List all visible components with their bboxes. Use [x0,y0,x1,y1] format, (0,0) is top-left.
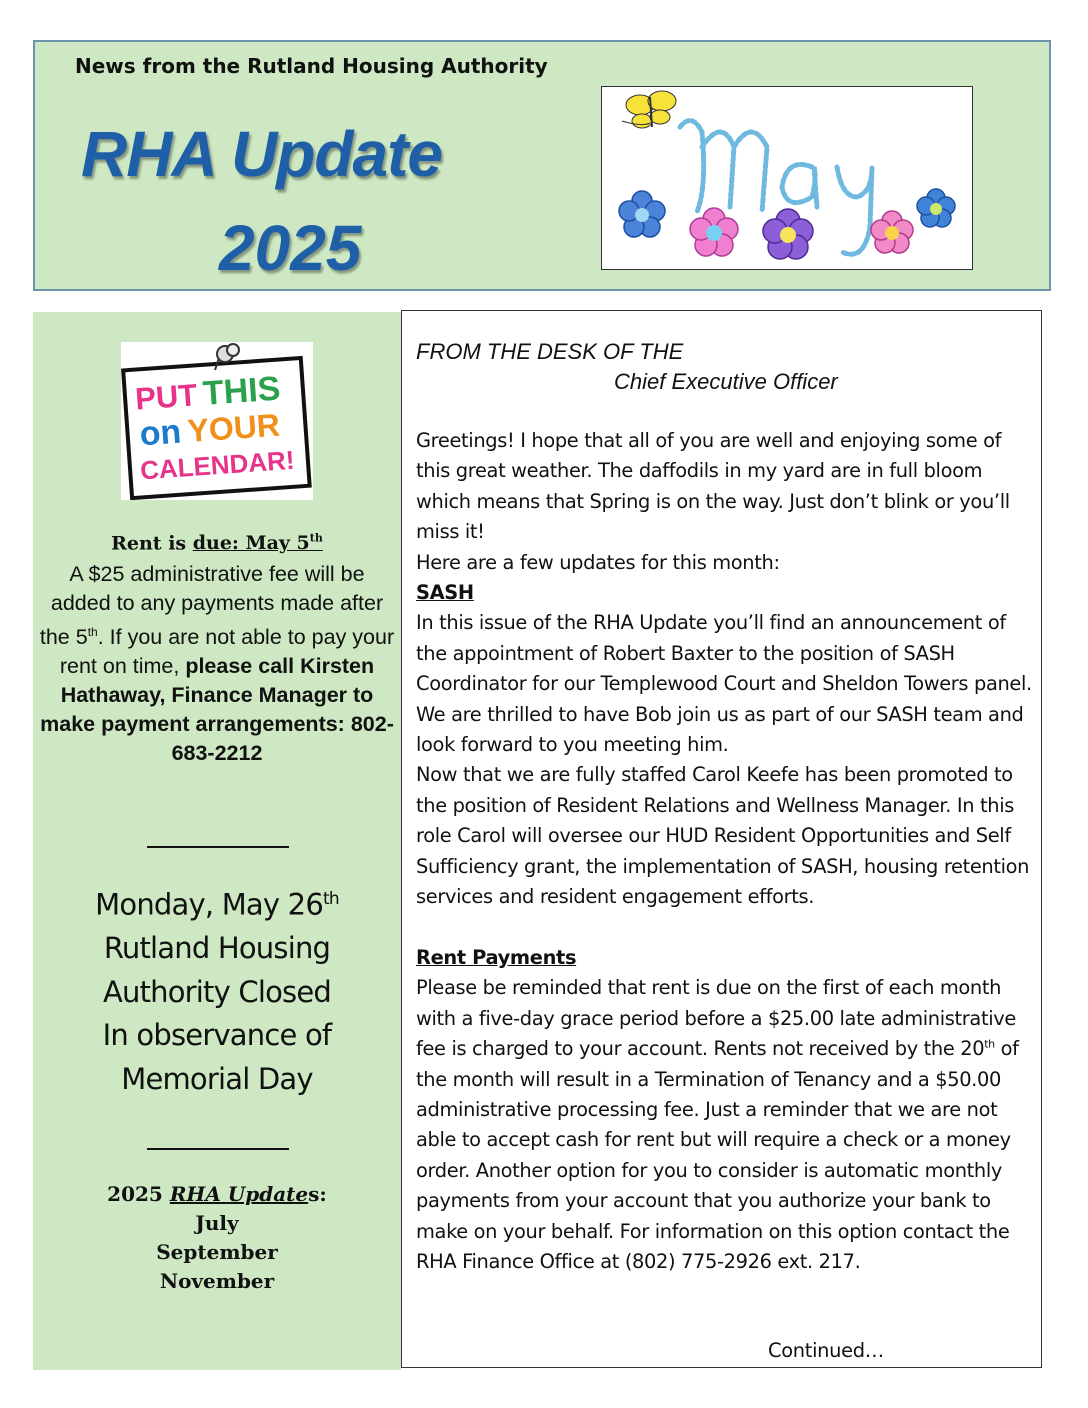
newsletter-title: RHA Update [81,118,442,190]
ceo-letter [401,310,1042,1368]
fee-sup: th [87,625,98,639]
update-schedule-title: RHA Update [169,1182,309,1206]
sign-this: THIS [201,369,282,413]
sash-paragraph: In this issue of the RHA Update you’ll find an announcement of the appointment of Robert Baxter to the position of SASH Coordinator for our Templewood Court and Sheldon Towers panel. We are thrilled to have Bob join us as part of our SASH team and look forward to you meeting him. [416,611,1032,757]
rent-due-date-text: due: May 5 [192,532,310,555]
closure-date [33,878,401,927]
rent-due-sup: th [309,532,323,545]
closure-notice [33,878,401,1101]
divider [147,846,289,848]
update-schedule-suffix: s: [308,1182,327,1206]
rent-due-notice [33,532,401,554]
letter-subheading: Chief Executive Officer [614,369,838,394]
rent-text-1: Please be reminded that rent is due on the first of each month with a five-day grace period before a $25.00 late administrative fee is charged to your account. Rents not received by the 20 [416,976,1016,1061]
closure-line-5: Memorial Day [121,1061,313,1096]
closure-line-4: In observance of [102,1018,332,1053]
update-schedule [33,1180,401,1296]
rent-text-2: of the month will result in a Termination of Tenancy and a $50.00 administrative processing fee. Just a reminder that we are not able to accept cash for rent but will require a check or a money order. Another option for you to consider is automatic monthly payments from your account that you authorize your bank to make on your behalf. For information on this option contact the RHA Finance Office at (802) 775-2926 ext. 217. [416,1037,1019,1273]
update-month: November [159,1269,275,1293]
closure-date-sup: th [322,889,339,909]
rent-sup: th [984,1037,995,1051]
flower-icon [871,211,913,253]
sash-paragraph: Now that we are fully staffed Carol Keefe has been promoted to the position of Resident Relations and Wellness Manager. In this role Carol will oversee our HUD Resident Opportunities and Self Sufficiency grant, the implementation of SASH, housing retention services and resident engagement efforts. [416,763,1030,909]
update-month: July [195,1211,239,1235]
flower-icon [763,209,813,259]
sign-calendar: CALENDAR! [139,444,296,486]
fee-contact: please call Kirsten Hathaway, Finance Manager to make payment arrangements: 802-683-2212 [40,654,394,766]
spacer [416,913,1034,943]
rent-paragraph [416,973,1034,1277]
update-schedule-prefix: 2025 [107,1182,170,1206]
divider [147,1148,289,1150]
calendar-sign-image [121,342,313,500]
update-month: September [156,1240,278,1264]
closure-line-3: Authority Closed [102,974,332,1009]
greeting-paragraph: Greetings! I hope that all of you are well and enjoying some of this great weather. The daffodils in my yard are in full bloom which means that Spring is on the way. Just don’t blink or you’ll miss it! [416,429,1010,544]
newsletter-header [33,40,1051,291]
flower-icon [917,189,955,227]
sign-your: YOUR [186,406,282,450]
flower-icon [690,208,738,256]
update-schedule-heading [33,1180,401,1209]
rent-heading: Rent Payments [416,945,577,969]
may-illustration [601,86,973,270]
rent-due-prefix: Rent is [111,532,193,555]
header-kicker: News from the Rutland Housing Authority [75,54,548,78]
fee-text-1: A $25 administrative fee will be added to any payments made after the 5 [39,562,384,650]
intro-paragraph: Here are a few updates for this month: [416,550,780,574]
sash-heading: SASH [416,581,474,605]
butterfly-icon [622,91,676,128]
letter-body [416,426,1034,1277]
letter-heading: FROM THE DESK OF THE [416,339,684,364]
sidebar [33,312,401,1370]
fee-text-2: . If you are not able to pay your rent on time, [59,625,395,679]
flower-icon [619,191,665,237]
sign-put: PUT [133,377,199,417]
late-fee-notice [37,560,397,768]
rent-due-date [193,532,323,554]
closure-date-text: Monday, May 26 [95,887,323,922]
newsletter-year: 2025 [219,212,362,284]
continued-label: Continued… [768,1339,884,1362]
sign-on: on [138,412,183,454]
closure-line-2: Rutland Housing [103,931,331,966]
